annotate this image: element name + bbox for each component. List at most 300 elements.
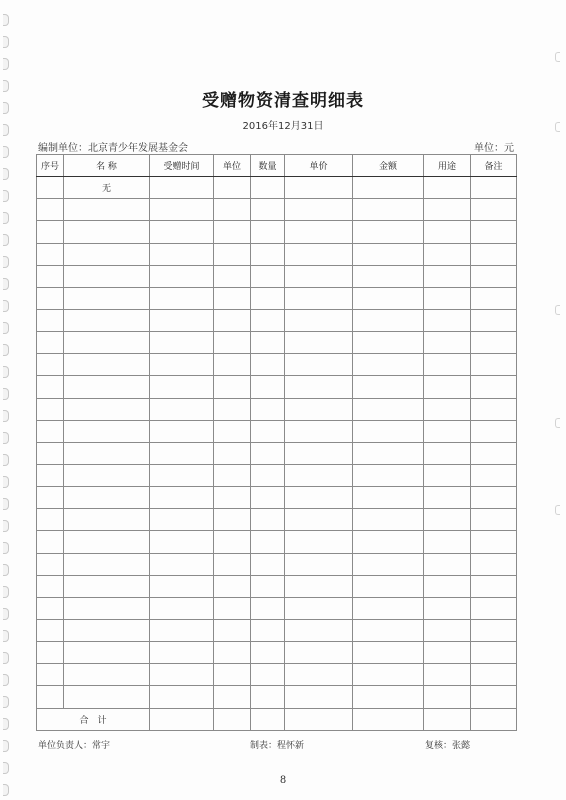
table-cell <box>285 575 353 597</box>
table-cell <box>214 464 251 486</box>
table-cell <box>64 664 150 686</box>
table-cell <box>251 243 285 265</box>
table-cell <box>64 265 150 287</box>
table-row <box>37 487 517 509</box>
table-cell <box>37 487 64 509</box>
table-cell <box>214 553 251 575</box>
table-cell <box>353 464 424 486</box>
table-cell <box>471 221 517 243</box>
binding-hole <box>3 454 9 466</box>
table-cell <box>64 553 150 575</box>
table-cell <box>214 597 251 619</box>
binding-hole <box>3 740 9 752</box>
column-header: 受赠时间 <box>150 155 214 177</box>
table-row <box>37 553 517 575</box>
table-cell <box>471 332 517 354</box>
table-cell <box>214 398 251 420</box>
table-cell <box>37 354 64 376</box>
document-title: 受赠物资清查明细表 <box>202 91 364 111</box>
table-row <box>37 287 517 309</box>
table-cell <box>285 354 353 376</box>
table-cell <box>353 265 424 287</box>
table-cell <box>251 177 285 199</box>
table-row <box>37 309 517 331</box>
table-cell <box>285 332 353 354</box>
binding-mark <box>555 122 560 132</box>
table-cell <box>424 597 471 619</box>
binding-hole <box>3 410 9 422</box>
table-cell <box>424 464 471 486</box>
table-cell <box>424 287 471 309</box>
table-cell <box>150 597 214 619</box>
table-cell <box>424 642 471 664</box>
table-cell <box>64 464 150 486</box>
table-cell <box>251 531 285 553</box>
unit-head-signature: 单位负责人：常宇 <box>38 741 111 751</box>
table-cell <box>285 708 353 730</box>
table-row <box>37 243 517 265</box>
table-cell <box>37 442 64 464</box>
table-cell <box>214 509 251 531</box>
table-cell <box>353 708 424 730</box>
binding-hole <box>3 322 9 334</box>
table-cell <box>64 619 150 641</box>
table-cell <box>471 686 517 708</box>
column-header: 金额 <box>353 155 424 177</box>
total-label: 合 计 <box>37 708 150 730</box>
table-row <box>37 332 517 354</box>
binding-hole <box>3 278 9 290</box>
table-cell <box>214 332 251 354</box>
table-row <box>37 177 517 199</box>
table-cell <box>64 199 150 221</box>
binding-mark <box>555 418 560 428</box>
table-cell <box>285 199 353 221</box>
binding-hole <box>3 652 9 664</box>
table-cell <box>424 487 471 509</box>
table-cell <box>64 531 150 553</box>
table-cell <box>285 420 353 442</box>
table-cell <box>37 509 64 531</box>
table-cell <box>353 199 424 221</box>
table-cell <box>251 309 285 331</box>
binding-hole <box>3 718 9 730</box>
table-cell <box>424 265 471 287</box>
table-cell <box>37 642 64 664</box>
binding-hole <box>3 432 9 444</box>
table-cell <box>150 442 214 464</box>
table-cell <box>251 487 285 509</box>
table-cell <box>353 575 424 597</box>
table-cell <box>285 509 353 531</box>
table-cell <box>214 642 251 664</box>
table-cell <box>471 664 517 686</box>
donation-inventory-table <box>36 154 517 731</box>
table-cell <box>471 553 517 575</box>
table-cell <box>214 442 251 464</box>
table-row <box>37 664 517 686</box>
table-cell <box>424 398 471 420</box>
table-cell <box>214 177 251 199</box>
table-cell <box>37 309 64 331</box>
table-cell <box>424 420 471 442</box>
table-cell <box>471 619 517 641</box>
table-cell <box>214 420 251 442</box>
table-cell <box>214 664 251 686</box>
table-cell <box>150 287 214 309</box>
binding-hole <box>3 300 9 312</box>
table-cell <box>424 309 471 331</box>
table-cell <box>353 597 424 619</box>
table-cell <box>251 442 285 464</box>
table-cell <box>285 287 353 309</box>
table-cell <box>214 619 251 641</box>
preparer-signature: 制表：程怀新 <box>250 741 305 751</box>
table-cell <box>251 398 285 420</box>
table-cell <box>37 553 64 575</box>
table-cell <box>37 531 64 553</box>
table-cell <box>471 243 517 265</box>
table-row <box>37 686 517 708</box>
table-cell <box>353 221 424 243</box>
table-cell <box>285 376 353 398</box>
table-cell <box>150 619 214 641</box>
table-cell <box>37 597 64 619</box>
table-cell <box>251 708 285 730</box>
table-cell <box>64 332 150 354</box>
column-header: 单价 <box>285 155 353 177</box>
binding-hole <box>3 168 9 180</box>
binding-hole <box>3 190 9 202</box>
table-cell <box>37 575 64 597</box>
table-cell <box>285 442 353 464</box>
table-cell <box>37 420 64 442</box>
binding-hole <box>3 586 9 598</box>
table-cell <box>353 354 424 376</box>
table-cell <box>471 708 517 730</box>
table-cell <box>37 221 64 243</box>
table-cell: 无 <box>64 177 150 199</box>
table-cell <box>285 553 353 575</box>
table-row <box>37 354 517 376</box>
table-cell <box>285 464 353 486</box>
binding-hole <box>3 344 9 356</box>
binding-hole <box>3 366 9 378</box>
table-cell <box>150 531 214 553</box>
table-row <box>37 575 517 597</box>
table-cell <box>150 177 214 199</box>
table-cell <box>150 243 214 265</box>
table-cell <box>285 265 353 287</box>
table-header-row <box>37 155 517 177</box>
table-cell <box>471 442 517 464</box>
table-cell <box>285 309 353 331</box>
table-cell <box>214 531 251 553</box>
table-cell <box>64 398 150 420</box>
reviewer-signature: 复核：张懿 <box>425 741 471 751</box>
table-cell <box>251 575 285 597</box>
table-row <box>37 376 517 398</box>
column-header: 单位 <box>214 155 251 177</box>
table-cell <box>251 597 285 619</box>
table-cell <box>353 177 424 199</box>
table-cell <box>64 309 150 331</box>
table-cell <box>424 354 471 376</box>
binding-hole <box>3 542 9 554</box>
table-row <box>37 398 517 420</box>
table-cell <box>251 553 285 575</box>
table-cell <box>353 287 424 309</box>
table-cell <box>471 575 517 597</box>
table-cell <box>285 686 353 708</box>
table-cell <box>214 354 251 376</box>
table-cell <box>214 487 251 509</box>
binding-hole <box>3 630 9 642</box>
table-cell <box>64 575 150 597</box>
table-cell <box>150 464 214 486</box>
table-row <box>37 199 517 221</box>
binding-hole <box>3 234 9 246</box>
table-cell <box>214 221 251 243</box>
table-cell <box>424 553 471 575</box>
table-cell <box>353 332 424 354</box>
table-cell <box>64 487 150 509</box>
table-cell <box>64 642 150 664</box>
table-cell <box>150 686 214 708</box>
table-cell <box>214 199 251 221</box>
table-cell <box>251 464 285 486</box>
table-cell <box>353 642 424 664</box>
binding-hole <box>3 608 9 620</box>
table-cell <box>471 531 517 553</box>
table-cell <box>424 221 471 243</box>
binding-mark <box>555 505 560 515</box>
binding-hole <box>3 476 9 488</box>
binding-hole <box>3 388 9 400</box>
table-cell <box>424 177 471 199</box>
column-header: 数量 <box>251 155 285 177</box>
table-cell <box>285 243 353 265</box>
table-row <box>37 265 517 287</box>
column-header: 用途 <box>424 155 471 177</box>
table-cell <box>214 376 251 398</box>
table-cell <box>353 420 424 442</box>
table-cell <box>471 597 517 619</box>
table-row <box>37 464 517 486</box>
table-cell <box>471 199 517 221</box>
table-cell <box>150 708 214 730</box>
organization-label: 编制单位：北京青少年发展基金会 <box>38 143 188 154</box>
table-cell <box>251 686 285 708</box>
table-cell <box>424 243 471 265</box>
binding-mark <box>555 52 560 62</box>
table-cell <box>285 221 353 243</box>
table-cell <box>471 420 517 442</box>
binding-hole <box>3 146 9 158</box>
table-cell <box>353 664 424 686</box>
table-cell <box>251 199 285 221</box>
table-cell <box>471 287 517 309</box>
table-cell <box>150 199 214 221</box>
binding-hole <box>3 256 9 268</box>
table-cell <box>251 265 285 287</box>
table-cell <box>150 420 214 442</box>
binding-hole <box>3 36 9 48</box>
table-cell <box>353 619 424 641</box>
table-cell <box>353 686 424 708</box>
table-cell <box>37 177 64 199</box>
table-cell <box>251 664 285 686</box>
table-cell <box>251 354 285 376</box>
table-cell <box>353 243 424 265</box>
table-row <box>37 597 517 619</box>
table-cell <box>424 332 471 354</box>
table-cell <box>471 265 517 287</box>
table-cell <box>214 287 251 309</box>
table-cell <box>251 619 285 641</box>
binding-hole <box>3 696 9 708</box>
table-cell <box>353 376 424 398</box>
table-cell <box>37 287 64 309</box>
table-cell <box>424 708 471 730</box>
table-cell <box>150 354 214 376</box>
table-cell <box>353 442 424 464</box>
table-body <box>37 177 517 731</box>
table-cell <box>285 642 353 664</box>
table-cell <box>424 664 471 686</box>
binding-hole <box>3 14 9 26</box>
table-cell <box>37 464 64 486</box>
table-cell <box>353 309 424 331</box>
table-cell <box>64 376 150 398</box>
table-cell <box>471 354 517 376</box>
table-cell <box>64 597 150 619</box>
table-cell <box>424 575 471 597</box>
table-row <box>37 420 517 442</box>
binding-hole <box>3 498 9 510</box>
table-cell <box>471 487 517 509</box>
table-cell <box>150 398 214 420</box>
table-cell <box>251 287 285 309</box>
table-cell <box>150 376 214 398</box>
page-number: 8 <box>279 775 287 786</box>
table-cell <box>64 221 150 243</box>
table-cell <box>214 708 251 730</box>
table-cell <box>251 509 285 531</box>
table-cell <box>424 442 471 464</box>
table-cell <box>150 487 214 509</box>
table-cell <box>150 575 214 597</box>
table-cell <box>353 531 424 553</box>
table-cell <box>424 686 471 708</box>
binding-hole <box>3 58 9 70</box>
table-cell <box>471 509 517 531</box>
table-cell <box>150 309 214 331</box>
table-row <box>37 531 517 553</box>
table-cell <box>251 376 285 398</box>
table-row <box>37 442 517 464</box>
table-cell <box>251 221 285 243</box>
table-row <box>37 619 517 641</box>
table-cell <box>150 664 214 686</box>
table-cell <box>37 686 64 708</box>
table-cell <box>37 619 64 641</box>
binding-hole <box>3 520 9 532</box>
table-cell <box>214 686 251 708</box>
table-cell <box>424 199 471 221</box>
table-cell <box>64 354 150 376</box>
binding-mark <box>555 305 560 315</box>
table-cell <box>64 420 150 442</box>
table-cell <box>214 575 251 597</box>
table-cell <box>37 265 64 287</box>
table-cell <box>285 531 353 553</box>
table-cell <box>285 619 353 641</box>
table-cell <box>37 332 64 354</box>
table-cell <box>424 531 471 553</box>
table-cell <box>214 265 251 287</box>
table-row <box>37 221 517 243</box>
table-cell <box>424 619 471 641</box>
table-cell <box>471 376 517 398</box>
table-cell <box>285 398 353 420</box>
table-cell <box>285 487 353 509</box>
table-cell <box>251 420 285 442</box>
table-row <box>37 509 517 531</box>
column-header: 名 称 <box>64 155 150 177</box>
table-cell <box>353 398 424 420</box>
table-cell <box>353 487 424 509</box>
table-cell <box>251 332 285 354</box>
table-cell <box>37 376 64 398</box>
table-cell <box>251 642 285 664</box>
table-cell <box>37 398 64 420</box>
unit-label: 单位：元 <box>474 143 514 154</box>
table-cell <box>471 309 517 331</box>
table-cell <box>214 309 251 331</box>
table-cell <box>150 509 214 531</box>
table-cell <box>64 287 150 309</box>
table-cell <box>353 509 424 531</box>
table-cell <box>64 686 150 708</box>
total-row <box>37 708 517 730</box>
table-row <box>37 642 517 664</box>
table-cell <box>37 243 64 265</box>
table-cell <box>150 221 214 243</box>
table-cell <box>471 398 517 420</box>
table-cell <box>214 243 251 265</box>
column-header: 序号 <box>37 155 64 177</box>
table-cell <box>353 553 424 575</box>
binding-hole <box>3 762 9 774</box>
table-cell <box>285 664 353 686</box>
table-cell <box>150 553 214 575</box>
table-cell <box>424 509 471 531</box>
table-cell <box>471 642 517 664</box>
table-cell <box>424 376 471 398</box>
binding-hole <box>3 212 9 224</box>
table-cell <box>150 332 214 354</box>
binding-hole <box>3 674 9 686</box>
table-cell <box>285 597 353 619</box>
table-cell <box>471 464 517 486</box>
table-cell <box>285 177 353 199</box>
table-cell <box>37 199 64 221</box>
table-cell <box>64 243 150 265</box>
table-cell <box>150 265 214 287</box>
table-cell <box>471 177 517 199</box>
document-date: 2016年12月31日 <box>242 121 324 132</box>
